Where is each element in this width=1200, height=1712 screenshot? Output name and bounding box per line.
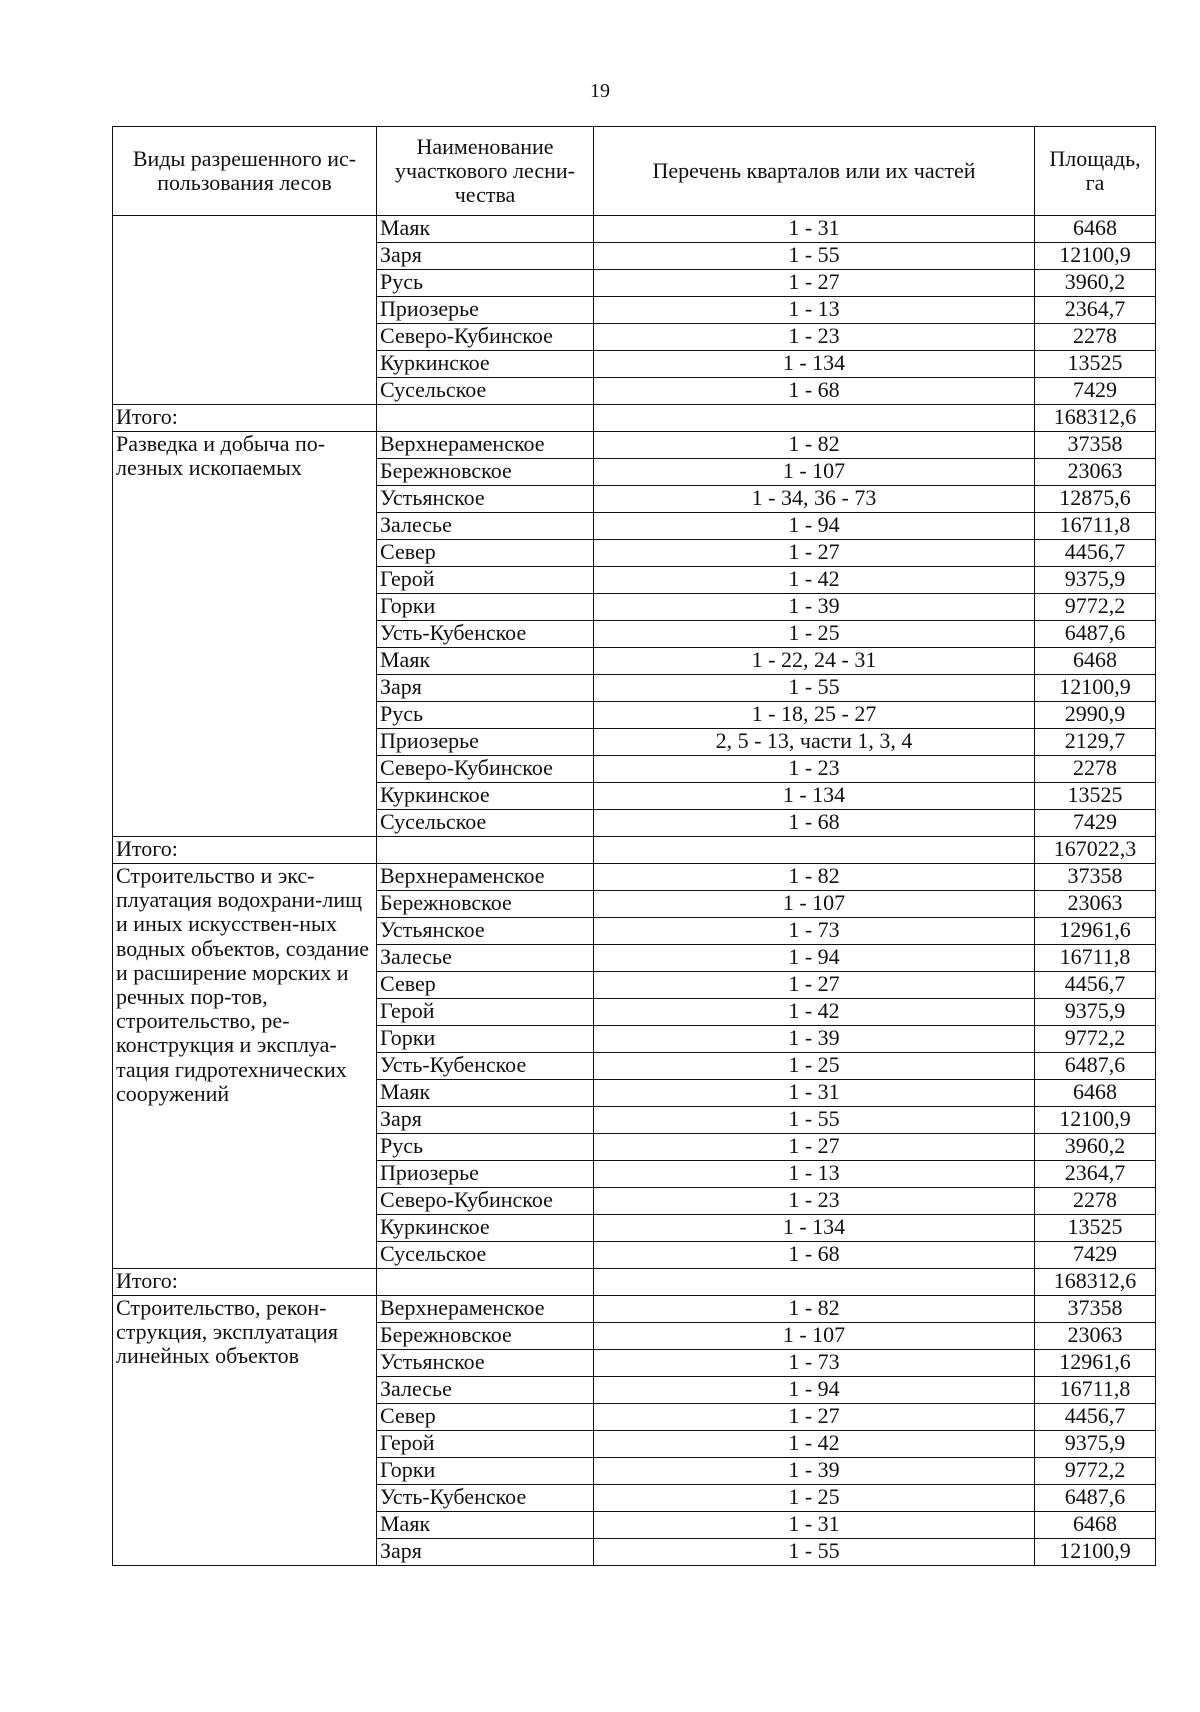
quarters-cell: 1 - 42 [594, 1431, 1035, 1458]
quarters-cell: 1 - 27 [594, 270, 1035, 297]
area-cell: 13525 [1035, 351, 1156, 378]
total-area-cell: 168312,6 [1035, 405, 1156, 432]
area-cell: 13525 [1035, 783, 1156, 810]
area-cell: 2278 [1035, 324, 1156, 351]
table-header [113, 127, 1156, 216]
quarters-cell: 1 - 22, 24 - 31 [594, 648, 1035, 675]
forestry-name-cell: Герой [377, 567, 594, 594]
area-cell: 9375,9 [1035, 999, 1156, 1026]
area-cell: 12961,6 [1035, 918, 1156, 945]
quarters-cell: 1 - 25 [594, 1485, 1035, 1512]
area-cell: 6468 [1035, 1080, 1156, 1107]
area-cell: 6487,6 [1035, 1053, 1156, 1080]
area-cell: 9375,9 [1035, 1431, 1156, 1458]
forestry-name-cell: Заря [377, 1107, 594, 1134]
header-forestry: Наименование участкового лесни-чества [377, 127, 594, 216]
use-kind-cell: Строительство, рекон-струкция, эксплуатация линейных объектов [113, 1296, 377, 1566]
total-area-cell: 168312,6 [1035, 1269, 1156, 1296]
forestry-name-cell: Север [377, 540, 594, 567]
table-body [113, 216, 1156, 1566]
forestry-name-cell: Сусельское [377, 378, 594, 405]
area-cell: 23063 [1035, 891, 1156, 918]
quarters-cell: 1 - 18, 25 - 27 [594, 702, 1035, 729]
table-row [113, 432, 1156, 459]
area-cell: 3960,2 [1035, 270, 1156, 297]
area-cell: 2278 [1035, 1188, 1156, 1215]
forestry-name-cell: Север [377, 1404, 594, 1431]
header-area: Площадь, га [1035, 127, 1156, 216]
forestry-name-cell: Устьянское [377, 486, 594, 513]
area-cell: 9375,9 [1035, 567, 1156, 594]
forestry-name-cell: Герой [377, 1431, 594, 1458]
area-cell: 6468 [1035, 216, 1156, 243]
quarters-cell: 1 - 34, 36 - 73 [594, 486, 1035, 513]
forestry-name-cell: Верхнераменское [377, 864, 594, 891]
empty-cell [377, 1269, 594, 1296]
empty-cell [594, 405, 1035, 432]
quarters-cell: 1 - 68 [594, 810, 1035, 837]
quarters-cell: 1 - 82 [594, 864, 1035, 891]
quarters-cell: 1 - 73 [594, 1350, 1035, 1377]
forestry-name-cell: Устьянское [377, 918, 594, 945]
quarters-cell: 1 - 31 [594, 1080, 1035, 1107]
forestry-name-cell: Залесье [377, 513, 594, 540]
quarters-cell: 1 - 134 [594, 1215, 1035, 1242]
empty-cell [377, 405, 594, 432]
quarters-cell: 1 - 27 [594, 540, 1035, 567]
area-cell: 6487,6 [1035, 621, 1156, 648]
total-label: Итого: [113, 1269, 377, 1296]
forestry-name-cell: Север [377, 972, 594, 999]
area-cell: 2129,7 [1035, 729, 1156, 756]
forestry-name-cell: Северо-Кубинское [377, 1188, 594, 1215]
area-cell: 9772,2 [1035, 1026, 1156, 1053]
quarters-cell: 1 - 27 [594, 1404, 1035, 1431]
quarters-cell: 1 - 107 [594, 459, 1035, 486]
forestry-name-cell: Куркинское [377, 1215, 594, 1242]
quarters-cell: 1 - 55 [594, 1107, 1035, 1134]
area-cell: 37358 [1035, 432, 1156, 459]
forestry-name-cell: Маяк [377, 648, 594, 675]
forestry-name-cell: Усть-Кубенское [377, 1485, 594, 1512]
use-kind-cell: Строительство и экс-плуатация водохрани-лищ и иных искусствен-ных водных объектов, создание и расширение морских и речных пор-тов, строительство, ре-конструкция и эксплуа-тация гидротехнических сооружений [113, 864, 377, 1269]
header-row [113, 127, 1156, 216]
area-cell: 9772,2 [1035, 594, 1156, 621]
quarters-cell: 1 - 68 [594, 1242, 1035, 1269]
forestry-name-cell: Горки [377, 594, 594, 621]
forestry-name-cell: Заря [377, 1539, 594, 1566]
forestry-name-cell: Усть-Кубенское [377, 621, 594, 648]
quarters-cell: 1 - 107 [594, 1323, 1035, 1350]
quarters-cell: 1 - 94 [594, 945, 1035, 972]
empty-cell [594, 1269, 1035, 1296]
forestry-name-cell: Приозерье [377, 297, 594, 324]
forestry-name-cell: Герой [377, 999, 594, 1026]
empty-cell [594, 837, 1035, 864]
quarters-cell: 1 - 25 [594, 1053, 1035, 1080]
total-row [113, 1269, 1156, 1296]
quarters-cell: 1 - 31 [594, 216, 1035, 243]
quarters-cell: 1 - 39 [594, 594, 1035, 621]
area-cell: 16711,8 [1035, 945, 1156, 972]
area-cell: 13525 [1035, 1215, 1156, 1242]
forestry-name-cell: Залесье [377, 945, 594, 972]
page-number: 19 [590, 80, 610, 102]
area-cell: 3960,2 [1035, 1134, 1156, 1161]
forestry-name-cell: Русь [377, 1134, 594, 1161]
header-quarters: Перечень кварталов или их частей [594, 127, 1035, 216]
forestry-name-cell: Заря [377, 243, 594, 270]
quarters-cell: 1 - 13 [594, 1161, 1035, 1188]
quarters-cell: 1 - 31 [594, 1512, 1035, 1539]
area-cell: 37358 [1035, 864, 1156, 891]
quarters-cell: 1 - 39 [594, 1026, 1035, 1053]
total-label: Итого: [113, 405, 377, 432]
area-cell: 12100,9 [1035, 1107, 1156, 1134]
area-cell: 4456,7 [1035, 540, 1156, 567]
quarters-cell: 1 - 55 [594, 675, 1035, 702]
forest-use-table [112, 126, 1156, 1566]
quarters-cell: 2, 5 - 13, части 1, 3, 4 [594, 729, 1035, 756]
quarters-cell: 1 - 107 [594, 891, 1035, 918]
area-cell: 16711,8 [1035, 513, 1156, 540]
total-label: Итого: [113, 837, 377, 864]
table-row [113, 864, 1156, 891]
forestry-name-cell: Усть-Кубенское [377, 1053, 594, 1080]
forestry-name-cell: Северо-Кубинское [377, 324, 594, 351]
forestry-name-cell: Приозерье [377, 729, 594, 756]
area-cell: 6487,6 [1035, 1485, 1156, 1512]
area-cell: 23063 [1035, 459, 1156, 486]
area-cell: 4456,7 [1035, 1404, 1156, 1431]
area-cell: 6468 [1035, 1512, 1156, 1539]
use-kind-cell: Разведка и добыча по-лезных ископаемых [113, 432, 377, 837]
forestry-name-cell: Маяк [377, 1512, 594, 1539]
forestry-name-cell: Маяк [377, 1080, 594, 1107]
quarters-cell: 1 - 42 [594, 567, 1035, 594]
forestry-name-cell: Устьянское [377, 1350, 594, 1377]
quarters-cell: 1 - 82 [594, 1296, 1035, 1323]
forestry-name-cell: Залесье [377, 1377, 594, 1404]
area-cell: 16711,8 [1035, 1377, 1156, 1404]
area-cell: 12961,6 [1035, 1350, 1156, 1377]
forestry-name-cell: Русь [377, 702, 594, 729]
quarters-cell: 1 - 134 [594, 783, 1035, 810]
area-cell: 7429 [1035, 378, 1156, 405]
forestry-name-cell: Маяк [377, 216, 594, 243]
header-kind: Виды разрешенного ис-пользования лесов [113, 127, 377, 216]
area-cell: 2278 [1035, 756, 1156, 783]
area-cell: 12100,9 [1035, 675, 1156, 702]
forestry-name-cell: Сусельское [377, 1242, 594, 1269]
total-area-cell: 167022,3 [1035, 837, 1156, 864]
total-row [113, 405, 1156, 432]
quarters-cell: 1 - 55 [594, 243, 1035, 270]
forestry-name-cell: Куркинское [377, 351, 594, 378]
area-cell: 7429 [1035, 1242, 1156, 1269]
quarters-cell: 1 - 55 [594, 1539, 1035, 1566]
quarters-cell: 1 - 23 [594, 1188, 1035, 1215]
forestry-name-cell: Горки [377, 1458, 594, 1485]
quarters-cell: 1 - 25 [594, 621, 1035, 648]
quarters-cell: 1 - 68 [594, 378, 1035, 405]
forestry-name-cell: Верхнераменское [377, 1296, 594, 1323]
forestry-name-cell: Горки [377, 1026, 594, 1053]
quarters-cell: 1 - 27 [594, 1134, 1035, 1161]
area-cell: 37358 [1035, 1296, 1156, 1323]
quarters-cell: 1 - 94 [594, 513, 1035, 540]
quarters-cell: 1 - 23 [594, 756, 1035, 783]
area-cell: 2990,9 [1035, 702, 1156, 729]
forestry-name-cell: Верхнераменское [377, 432, 594, 459]
area-cell: 2364,7 [1035, 297, 1156, 324]
area-cell: 12875,6 [1035, 486, 1156, 513]
area-cell: 7429 [1035, 810, 1156, 837]
area-cell: 12100,9 [1035, 243, 1156, 270]
forestry-name-cell: Бережновское [377, 891, 594, 918]
area-cell: 23063 [1035, 1323, 1156, 1350]
forestry-name-cell: Бережновское [377, 459, 594, 486]
forestry-name-cell: Куркинское [377, 783, 594, 810]
area-cell: 6468 [1035, 648, 1156, 675]
forestry-name-cell: Северо-Кубинское [377, 756, 594, 783]
forestry-name-cell: Русь [377, 270, 594, 297]
use-kind-cell [113, 216, 377, 405]
forestry-name-cell: Приозерье [377, 1161, 594, 1188]
quarters-cell: 1 - 39 [594, 1458, 1035, 1485]
area-cell: 4456,7 [1035, 972, 1156, 999]
area-cell: 9772,2 [1035, 1458, 1156, 1485]
quarters-cell: 1 - 82 [594, 432, 1035, 459]
table-row [113, 216, 1156, 243]
quarters-cell: 1 - 13 [594, 297, 1035, 324]
quarters-cell: 1 - 134 [594, 351, 1035, 378]
forestry-name-cell: Заря [377, 675, 594, 702]
total-row [113, 837, 1156, 864]
table-row [113, 1296, 1156, 1323]
forestry-name-cell: Бережновское [377, 1323, 594, 1350]
quarters-cell: 1 - 73 [594, 918, 1035, 945]
quarters-cell: 1 - 23 [594, 324, 1035, 351]
forestry-name-cell: Сусельское [377, 810, 594, 837]
quarters-cell: 1 - 94 [594, 1377, 1035, 1404]
quarters-cell: 1 - 42 [594, 999, 1035, 1026]
area-cell: 12100,9 [1035, 1539, 1156, 1566]
empty-cell [377, 837, 594, 864]
area-cell: 2364,7 [1035, 1161, 1156, 1188]
quarters-cell: 1 - 27 [594, 972, 1035, 999]
